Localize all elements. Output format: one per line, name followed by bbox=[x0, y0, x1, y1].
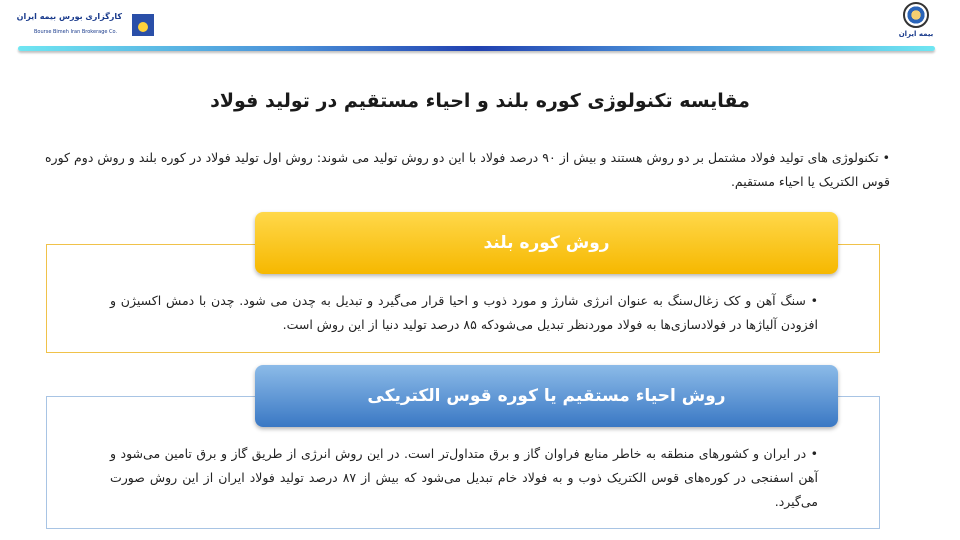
slide-title: مقایسه تکنولوژی کوره بلند و احیاء مستقیم در تولید فولاد bbox=[210, 90, 750, 112]
direct-reduction-heading: روش احیاء مستقیم یا کوره قوس الکتریکی bbox=[255, 365, 838, 427]
blast-furnace-heading: روش کوره بلند bbox=[255, 212, 838, 274]
header-divider bbox=[18, 46, 935, 51]
bimeh-iran-logo bbox=[898, 2, 934, 42]
bimeh-iran-name: بیمه ایران bbox=[898, 30, 934, 38]
brokerage-name-fa: کارگزاری بورس بیمه ایران bbox=[16, 12, 122, 21]
brokerage-logo bbox=[16, 12, 154, 38]
intro-paragraph: • تکنولوژی های تولید فولاد مشتمل بر دو روش هستند و بیش از ۹۰ درصد فولاد با این دو روش تولید می شوند: روش اول تولید فولاد در کوره بلند و روش دوم کوره قوس الکتریک یا احیاء مستقیم. bbox=[45, 150, 890, 189]
blast-furnace-text: • سنگ آهن و کک زغال‌سنگ به عنوان انرژی شارژ و مورد ذوب و احیا قرار می‌گیرد و تبدیل به چدن می شود. چدن با دمش اکسیژن و افزودن آلیاژها در فولادسازی‌ها به فولاد موردنظر تبدیل می‌شودکه ۸۵ درصد تولید دنیا از این روش است. bbox=[110, 293, 818, 332]
direct-reduction-text: • در ایران و کشورهای منطقه به خاطر منابع فراوان گاز و برق متداول‌تر است. در این روش انرژی از طریق گاز و برق تامین می‌شود و آهن اسفنجی در کوره‌های قوس الکتریک ذوب و به فولاد خام تبدیل می‌شود که بیش از ۸۷ درصد تولید فولاد ایران از این روش صورت می‌گیرد. bbox=[110, 446, 818, 509]
brokerage-name-en: Bourse Bimeh Iran Brokerage Co. bbox=[34, 29, 118, 35]
sun-logo-icon bbox=[132, 14, 154, 36]
seal-icon bbox=[903, 2, 929, 28]
